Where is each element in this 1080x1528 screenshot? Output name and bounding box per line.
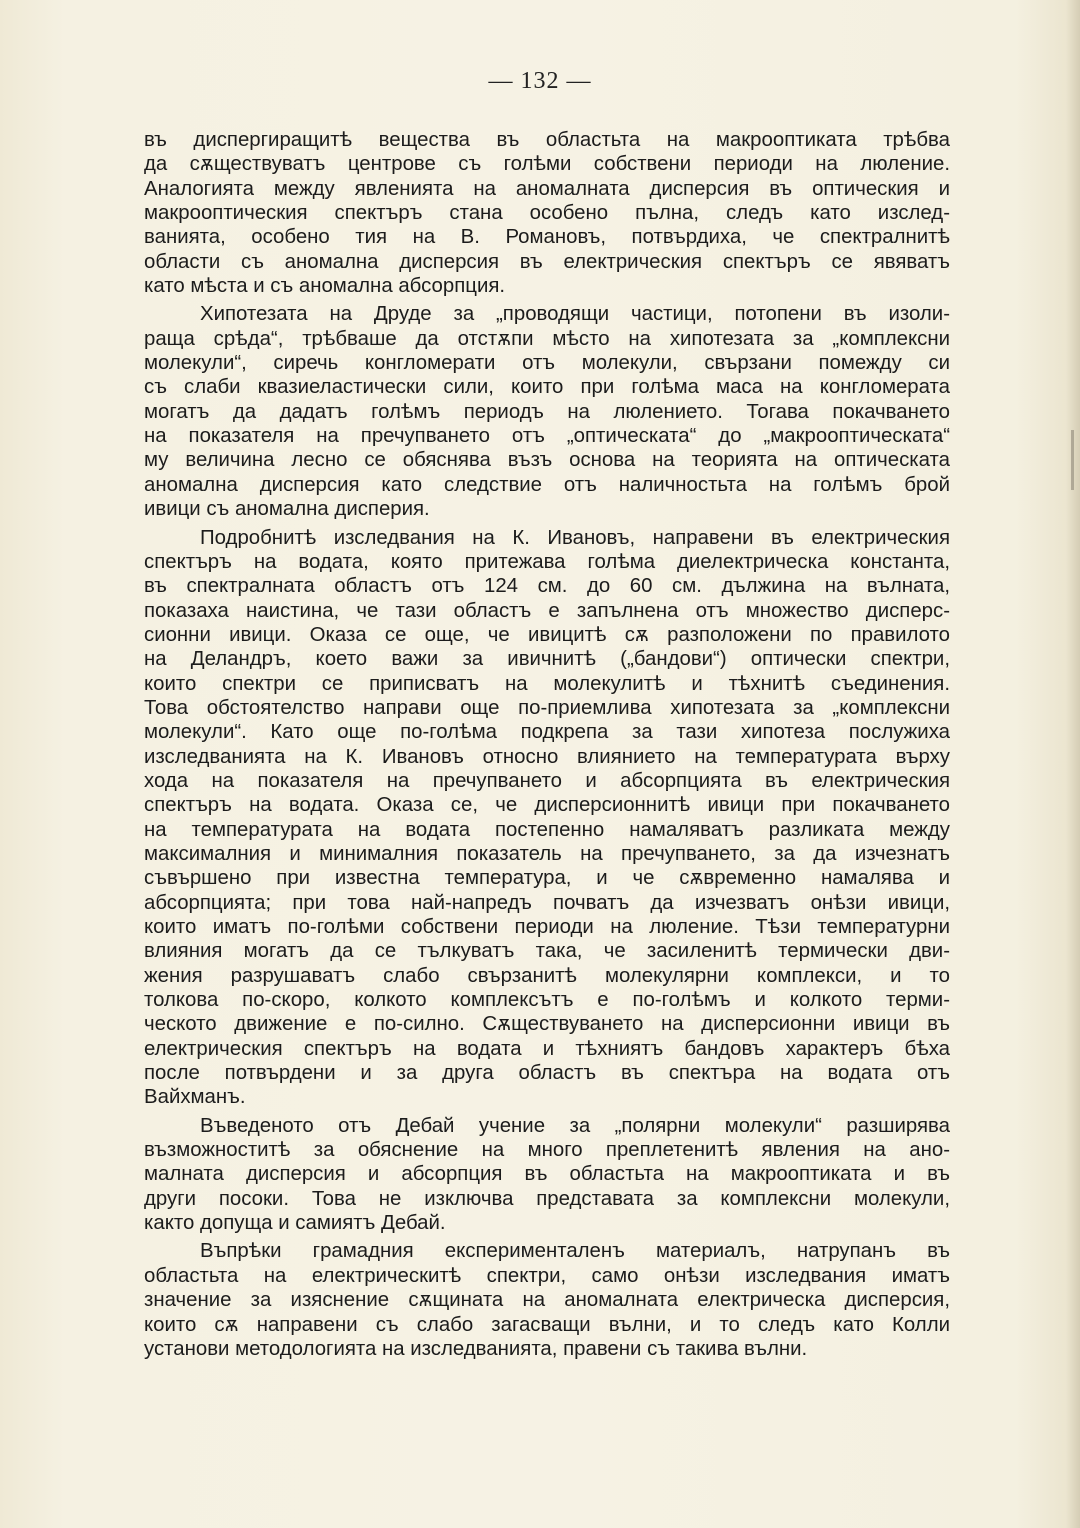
text-line: ивици съ аномална дисперия. (144, 498, 430, 521)
text-line: спектъръ на водата, която притежава голѣма диелектрическа константа, (144, 550, 950, 573)
text-line: областьта на електрическитѣ спектри, само онѣзи изследвания иматъ (144, 1264, 950, 1287)
text-line: на показателя на пречупването отъ „оптическата“ до „макрооптическата“ (144, 425, 950, 448)
paragraph (144, 526, 950, 1110)
text-line: показаха наистина, че тази областъ е запълнена отъ множество дисперс- (144, 599, 950, 622)
text-line: области съ аномална дисперсия въ електрическия спектъръ се явяватъ (144, 250, 950, 273)
text-line: възможноститѣ за обяснение на много преплетенитѣ явления на ано- (144, 1139, 950, 1162)
text-line: молекули“, сиречь конгломерати отъ молекули, свързани помежду си (144, 352, 950, 375)
text-line: ванията, особено тия на В. Романовъ, потвърдиха, че спектралнитѣ (144, 226, 950, 249)
text-line: въ спектралната областъ отъ 124 см. до 60 см. дължина на вълната, (144, 575, 950, 598)
text-line: съ слаби квазиеластически сили, които при голѣма маса на конгломерата (144, 376, 950, 399)
paragraph (144, 1114, 950, 1236)
text-line: аномална дисперсия като следствие отъ наличностьта на голѣмъ брой (144, 473, 950, 496)
text-line: Вайхманъ. (144, 1086, 246, 1109)
text-line: Това обстоятелство направи още по-приемлива хипотезата за „комплексни (144, 696, 950, 719)
page-edge-shadow (1066, 0, 1080, 1528)
text-line: като мѣста и съ аномална абсорпция. (144, 275, 506, 298)
text-line: Въпрѣки грамадния експерименталенъ материалъ, натрупанъ въ (200, 1240, 950, 1263)
text-line: други посоки. Това не изключва представата за комплексни молекули, (144, 1187, 950, 1210)
text-line: молекули“. Като още по-голѣма подкрепа за тази хипотеза послужиха (144, 721, 950, 744)
text-line: малната дисперсия и абсорпция въ областьта на макрооптиката и въ (144, 1163, 950, 1186)
text-line: макрооптическия спектъръ стана особено пълна, следъ като изслед- (144, 202, 950, 225)
text-line: сионни ивици. Оказа се още, че ивицитѣ сѫ разположени по правилото (144, 623, 950, 646)
text-line: въ диспергиращитѣ вещества въ областьта на макрооптиката трѣбва (144, 129, 950, 151)
text-line: на температурата на водата постепенно намаляватъ разликата между (144, 818, 950, 841)
text-line: Въведеното отъ Дебай учение за „полярни молекули“ разширява (200, 1114, 950, 1137)
text-line: съвършено при известна температура, и че сѫвременно намалява и (144, 867, 950, 890)
margin-scan-mark (1071, 430, 1074, 490)
paragraph (144, 1239, 950, 1361)
text-line: установи методологията на изследванията, правени съ такива вълни. (144, 1337, 808, 1360)
text-line: после потвърдени и за друга областъ въ спектъра на водата отъ (144, 1062, 950, 1085)
text-line: спектъръ на водата. Оказа се, че дисперсионнитѣ ивици при покачването (144, 794, 950, 817)
text-line: както допуща и самиятъ Дебай. (144, 1212, 446, 1235)
page-number: — 132 — (488, 68, 592, 94)
text-line: които спектри се приписватъ на молекулитѣ и тѣхнитѣ съединения. (144, 672, 950, 695)
text-line: които сѫ направени съ слабо загасващи вълни, и то следъ като Колли (144, 1313, 950, 1336)
paragraph (144, 302, 950, 521)
text-line: Хипотезата на Друде за „проводящи частици, потопени въ изоли- (200, 303, 950, 326)
paragraph (144, 128, 950, 298)
text-line: му величина лесно се обяснява възъ основа на теорията на оптическата (144, 449, 950, 472)
text-line: влияния могатъ да се тълкуватъ така, че засиленитѣ термически дви- (144, 940, 950, 963)
text-line: да сѫществуватъ центрове съ голѣми собствени периоди на люление. (144, 153, 950, 176)
text-line: жения разрушаватъ слабо свързанитѣ молекулярни комплекси, и то (144, 964, 950, 987)
text-line: които иматъ по-голѣми собствени периоди на люление. Тѣзи температурни (144, 916, 950, 938)
text-line: максималния и минималния показатель на пречупването, за да изчезнатъ (144, 842, 950, 865)
text-line: електрическия спектъръ на водата и тѣхниятъ бандовъ характеръ бѣха (144, 1037, 950, 1060)
text-line: хода на показателя на пречупването и абсорпцията въ електрическия (144, 769, 950, 792)
text-line: на Деландръ, което важи за ивичнитѣ („бандови“) оптически спектри, (144, 648, 950, 671)
text-line: толкова по-скоро, колкото комплексътъ е по-голѣмъ и колкото терми- (144, 989, 950, 1012)
text-line: могатъ да дадатъ голѣмъ периодъ на люлението. Тогава покачването (144, 400, 950, 423)
text-line: абсорпцията; при това най-напредъ почватъ да изчезватъ онѣзи ивици, (144, 891, 950, 914)
text-line: значение за изяснение сѫщината на аномалната електрическа дисперсия, (144, 1289, 950, 1312)
text-line: изследванията на К. Ивановъ относно влиянието на температурата върху (144, 745, 950, 768)
text-line: Аналогията между явленията на аномалната дисперсия въ оптическия и (144, 177, 950, 200)
text-line: ческото движение е по-силно. Сѫществуването на дисперсионни ивици въ (144, 1013, 950, 1036)
text-line: Подробнитѣ изследвания на К. Ивановъ, направени въ електрическия (200, 526, 950, 549)
text-line: раща срѣда“, трѣбваше да отстѫпи мѣсто на хипотезата за „комплексни (144, 327, 950, 350)
body-text (144, 128, 950, 1365)
